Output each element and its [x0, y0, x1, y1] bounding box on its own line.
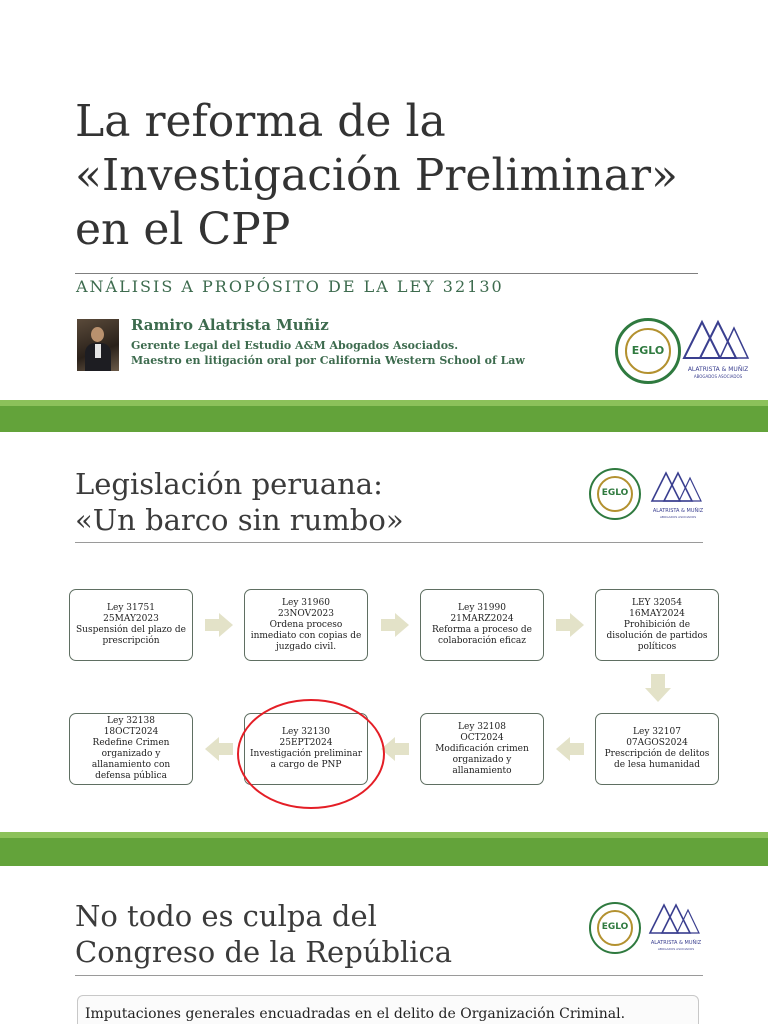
eglo-seal-logo: EGLO	[615, 318, 681, 384]
slide3-divider	[75, 975, 703, 976]
arrow-right-icon	[381, 613, 409, 637]
triangle-icon	[648, 902, 704, 940]
arrow-right-icon	[205, 613, 233, 637]
law-card-31990: Ley 31990 21MARZ2024 Reforma a proceso de colaboración eficaz	[420, 589, 544, 661]
alatrista-muniz-logo: ALATRISTA & MUÑIZ ABOGADOS ASOCIADOS	[682, 318, 754, 380]
alatrista-muniz-logo: ALATRISTA & MUÑIZ ABOGADOS ASOCIADOS	[650, 470, 706, 520]
slide3-title-line2: Congreso de la República	[75, 935, 453, 969]
presentation-title: La reforma de la «Investigación Preliminar» en el CPP	[75, 96, 678, 255]
arrow-right-icon	[556, 613, 584, 637]
law-card-32107: Ley 32107 07AGOS2024 Prescripción de delitos de lesa humanidad	[595, 713, 719, 785]
eglo-seal-logo: EGLO	[589, 468, 641, 520]
eglo-seal-logo: EGLO	[589, 902, 641, 954]
law-card-31751: Ley 31751 25MAY2023 Suspensión del plazo de prescripción	[69, 589, 193, 661]
slide-separator-band	[0, 400, 768, 432]
slide3-title-line1: No todo es culpa del	[75, 899, 377, 933]
law-card-32138: Ley 32138 18OCT2024 Redefine Crimen organizado y allanamiento con defensa pública	[69, 713, 193, 785]
law-card-32130: Ley 32130 25EPT2024 Investigación preliminar a cargo de PNP	[244, 713, 368, 785]
slide-separator-band	[0, 832, 768, 866]
presentation-subtitle: ANÁLISIS A PROPÓSITO DE LA LEY 32130	[76, 277, 504, 296]
imputations-textbox	[77, 995, 699, 1024]
law-card-32054: LEY 32054 16MAY2024 Prohibición de disolución de partidos políticos	[595, 589, 719, 661]
slide-legislation	[0, 432, 768, 832]
author-name: Ramiro Alatrista Muñiz	[131, 316, 329, 334]
slide2-title-line2: «Un barco sin rumbo»	[75, 503, 404, 537]
slide2-title-line1: Legislación peruana:	[75, 467, 383, 501]
title-divider	[75, 273, 698, 274]
triangle-icon	[650, 470, 706, 508]
imputations-text: Imputaciones generales encuadradas en el delito de Organización Criminal.	[85, 1006, 626, 1022]
triangle-icon	[682, 318, 754, 368]
law-card-31960: Ley 31960 23NOV2023 Ordena proceso inmediato con copias de juzgado civil.	[244, 589, 368, 661]
arrow-left-icon	[381, 737, 409, 761]
author-affiliation-1: Gerente Legal del Estudio A&M Abogados Asociados.	[131, 339, 459, 352]
arrow-down-icon	[645, 674, 671, 702]
slide-title	[0, 0, 768, 400]
arrow-left-icon	[556, 737, 584, 761]
author-affiliation-2: Maestro en litigación oral por California Western School of Law	[131, 354, 525, 367]
author-photo	[77, 319, 119, 371]
arrow-left-icon	[205, 737, 233, 761]
slide2-divider	[75, 542, 703, 543]
highlight-circle	[237, 699, 385, 809]
alatrista-muniz-logo: ALATRISTA & MUÑIZ ABOGADOS ASOCIADOS	[648, 902, 704, 952]
slide-congress	[0, 866, 768, 1024]
law-card-32108: Ley 32108 OCT2024 Modificación crimen organizado y allanamiento	[420, 713, 544, 785]
